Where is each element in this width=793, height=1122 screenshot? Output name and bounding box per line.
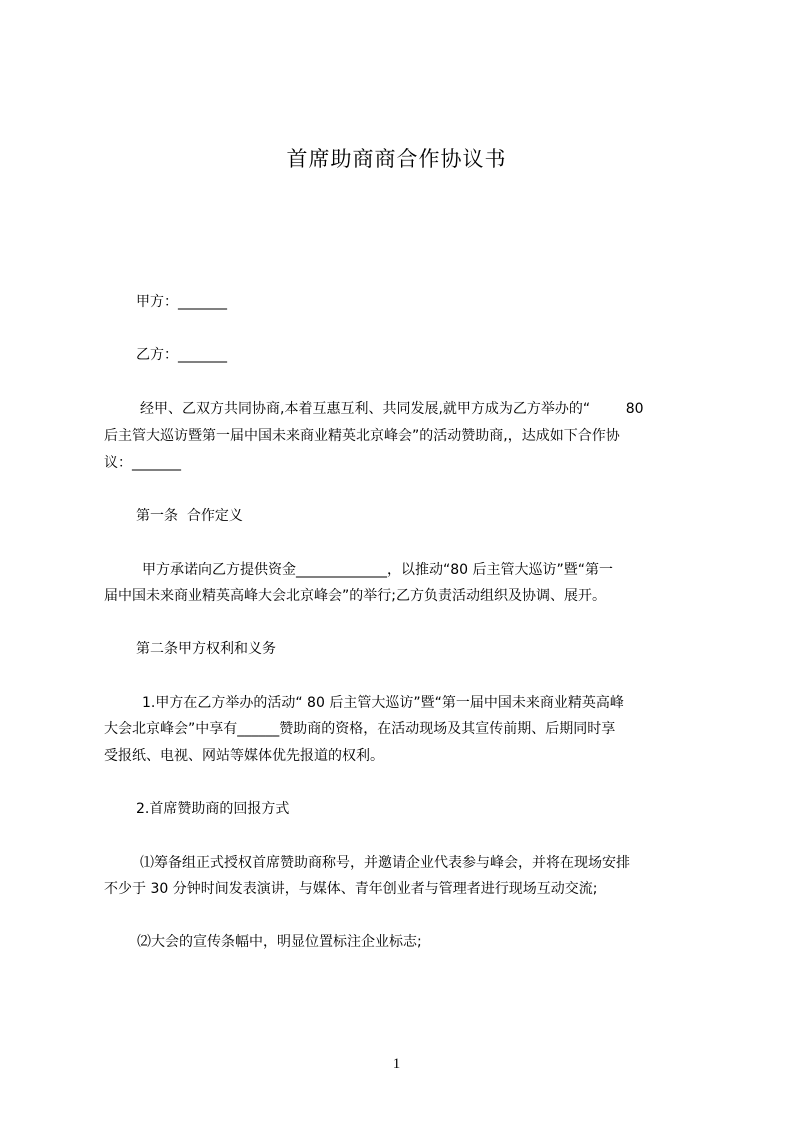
- article-2-heading: 第二条甲方权利和义务: [136, 641, 276, 657]
- article-1-heading: 第一条 合作定义: [136, 508, 243, 524]
- article-2-sub-2-line-1: ⑵大会的宣传条幅中，明显位置标注企业标志;: [137, 934, 422, 950]
- article-2-item-1-line-3: 受报纸、电视、网站等媒体优先报道的权利。: [104, 748, 384, 764]
- party-b-line: 乙方：_______: [136, 347, 227, 363]
- document-title: 首席助商商合作协议书: [286, 147, 507, 171]
- article-2-item-1-line-2: 大会北京峰会”中享有______赞助商的资格，在活动现场及其宣传前期、后期同时享: [104, 721, 616, 737]
- intro-line-2: 后主管大巡访暨第一届中国未来商业精英北京峰会”的活动赞助商,，达成如下合作协: [104, 428, 620, 444]
- article-2-sub-1-line-2: 不少于 30 分钟时间发表演讲，与媒体、青年创业者与管理者进行现场互动交流;: [104, 881, 598, 897]
- page-number: 1: [392, 1056, 401, 1072]
- article-2-item-1-line-1: 1.甲方在乙方举办的活动“ 80 后主管大巡访”暨“第一届中国未来商业精英高峰: [142, 695, 624, 711]
- article-2-sub-1-line-1: ⑴筹备组正式授权首席赞助商称号，并邀请企业代表参与峰会，并将在现场安排: [140, 855, 630, 871]
- article-1-line-2: 届中国未来商业精英高峰大会北京峰会”的举行;乙方负责活动组织及协调、展开。: [104, 588, 606, 604]
- intro-line-3: 议：_______: [104, 455, 181, 471]
- article-2-item-2-heading: 2.首席赞助商的回报方式: [136, 801, 290, 817]
- party-a-line: 甲方：_______: [136, 294, 227, 310]
- intro-line-1: 经甲、乙双方共同协商,本着互惠互利、共同发展,就甲方成为乙方举办的“ 80: [140, 401, 644, 417]
- article-1-line-1: 甲方承诺向乙方提供资金_____________，以推动“80 后主管大巡访”暨“第一: [142, 562, 614, 578]
